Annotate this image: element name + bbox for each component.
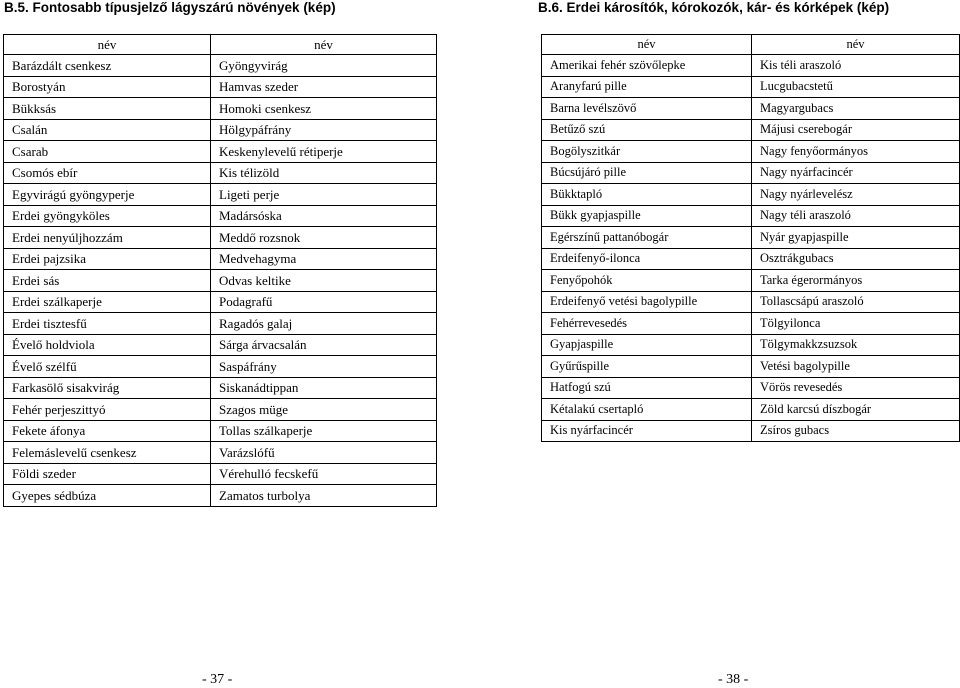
table-row [542,205,960,227]
table-row [4,248,437,270]
table-cell: Aranyfarú pille [542,76,752,98]
table-row [4,141,437,163]
table-cell: Siskanádtippan [211,377,437,399]
table-cell: Bükktapló [542,184,752,206]
table-cell: Gyöngyvirág [211,55,437,77]
table-row [4,76,437,98]
table-cell: Barázdált csenkesz [4,55,211,77]
table-cell: Kis nyárfacincér [542,420,752,442]
table-row [542,141,960,163]
table-cell: Erdeifenyő vetési bagolypille [542,291,752,313]
table-row [4,463,437,485]
table-cell: Erdei tisztesfű [4,313,211,335]
table-cell: Vörös revesedés [752,377,960,399]
table-cell: Keskenylevelű rétiperje [211,141,437,163]
table-cell: Borostyán [4,76,211,98]
table-row [4,270,437,292]
left-page-heading: B.5. Fontosabb típusjelző lágyszárú növények (kép) [4,0,336,15]
right-page-number: - 38 - [718,672,749,687]
table-cell: Zamatos turbolya [211,485,437,507]
table-cell: Magyargubacs [752,98,960,120]
table-cell: Kis télizöld [211,162,437,184]
table-row [542,356,960,378]
table-row [542,270,960,292]
table-cell: Szagos müge [211,399,437,421]
table-cell: Madársóska [211,205,437,227]
table-cell: Csalán [4,119,211,141]
table-cell: Bükksás [4,98,211,120]
table-cell: Osztrákgubacs [752,248,960,270]
column-header: név [211,35,437,55]
table-cell: Erdei pajzsika [4,248,211,270]
right-page-heading: B.6. Erdei károsítók, kórokozók, kár- és kórképek (kép) [538,0,890,15]
table-cell: Lucgubacstetű [752,76,960,98]
table-cell: Farkasölő sisakvirág [4,377,211,399]
table-row [542,377,960,399]
table-cell: Májusi cserebogár [752,119,960,141]
table-cell: Nagy téli araszoló [752,205,960,227]
table-cell: Amerikai fehér szövőlepke [542,55,752,77]
table-row [542,291,960,313]
table-cell: Földi szeder [4,463,211,485]
table-row [4,55,437,77]
table-row [542,184,960,206]
table-row [4,485,437,507]
table-cell: Tölgymakkzsuzsok [752,334,960,356]
table-row [4,420,437,442]
table-cell: Fehérrevesedés [542,313,752,335]
table-cell: Egérszínű pattanóbogár [542,227,752,249]
table-cell: Sárga árvacsalán [211,334,437,356]
table-row [4,291,437,313]
table-row [4,377,437,399]
table-cell: Tollascsápú araszoló [752,291,960,313]
table-row [4,162,437,184]
table-row [542,76,960,98]
table-cell: Vérehulló fecskefű [211,463,437,485]
table-cell: Nagy nyárfacincér [752,162,960,184]
table-cell: Fekete áfonya [4,420,211,442]
table-cell: Betűző szú [542,119,752,141]
table-row [4,184,437,206]
table-cell: Évelő holdviola [4,334,211,356]
table-cell: Podagrafű [211,291,437,313]
left-page-number: - 37 - [202,672,233,687]
table-cell: Saspáfrány [211,356,437,378]
table-row [4,334,437,356]
column-header: név [4,35,211,55]
table-cell: Felemáslevelű csenkesz [4,442,211,464]
table-row [542,399,960,421]
table-cell: Odvas keltike [211,270,437,292]
table-cell: Gyűrűspille [542,356,752,378]
table-cell: Egyvirágú gyöngyperje [4,184,211,206]
table-header-row [4,35,437,55]
table-row [4,227,437,249]
table-cell: Gyapjaspille [542,334,752,356]
table-row [542,119,960,141]
table-row [4,442,437,464]
table-cell: Zsíros gubacs [752,420,960,442]
table-cell: Zöld karcsú díszbogár [752,399,960,421]
table-cell: Vetési bagolypille [752,356,960,378]
table-row [542,313,960,335]
table-cell: Varázslófű [211,442,437,464]
table-cell: Csarab [4,141,211,163]
table-header-row [542,35,960,55]
table-cell: Fenyőpohók [542,270,752,292]
table-row [542,334,960,356]
table-cell: Tölgyilonca [752,313,960,335]
table-cell: Nagy fenyőormányos [752,141,960,163]
table-cell: Tarka égerormányos [752,270,960,292]
table-row [542,420,960,442]
table-cell: Erdei sás [4,270,211,292]
table-cell: Ligeti perje [211,184,437,206]
table-cell: Barna levélszövő [542,98,752,120]
table-row [542,248,960,270]
table-cell: Tollas szálkaperje [211,420,437,442]
table-cell: Erdei nenyúljhozzám [4,227,211,249]
table-cell: Csomós ebír [4,162,211,184]
table-cell: Erdei gyöngyköles [4,205,211,227]
table-row [542,162,960,184]
table-row [4,119,437,141]
table-cell: Fehér perjeszittyó [4,399,211,421]
table-cell: Medvehagyma [211,248,437,270]
table-cell: Nyár gyapjaspille [752,227,960,249]
table-cell: Homoki csenkesz [211,98,437,120]
table-cell: Erdeifenyő-ilonca [542,248,752,270]
table-cell: Ragadós galaj [211,313,437,335]
table-row [4,399,437,421]
table-cell: Gyepes sédbúza [4,485,211,507]
table-row [542,227,960,249]
column-header: név [752,35,960,55]
table-row [542,98,960,120]
table-cell: Bogölyszitkár [542,141,752,163]
table-cell: Meddő rozsnok [211,227,437,249]
table-cell: Bükk gyapjaspille [542,205,752,227]
table-row [4,98,437,120]
left-plant-table [3,34,437,507]
table-row [4,356,437,378]
table-row [4,313,437,335]
table-cell: Kétalakú csertapló [542,399,752,421]
table-cell: Nagy nyárlevelész [752,184,960,206]
right-pest-table [541,34,960,442]
table-cell: Erdei szálkaperje [4,291,211,313]
table-cell: Hölgypáfrány [211,119,437,141]
table-cell: Búcsújáró pille [542,162,752,184]
table-cell: Kis téli araszoló [752,55,960,77]
right-page [538,0,960,438]
table-cell: Hatfogú szú [542,377,752,399]
table-cell: Hamvas szeder [211,76,437,98]
table-row [4,205,437,227]
table-cell: Évelő szélfű [4,356,211,378]
table-row [542,55,960,77]
column-header: név [542,35,752,55]
left-page [0,0,436,503]
